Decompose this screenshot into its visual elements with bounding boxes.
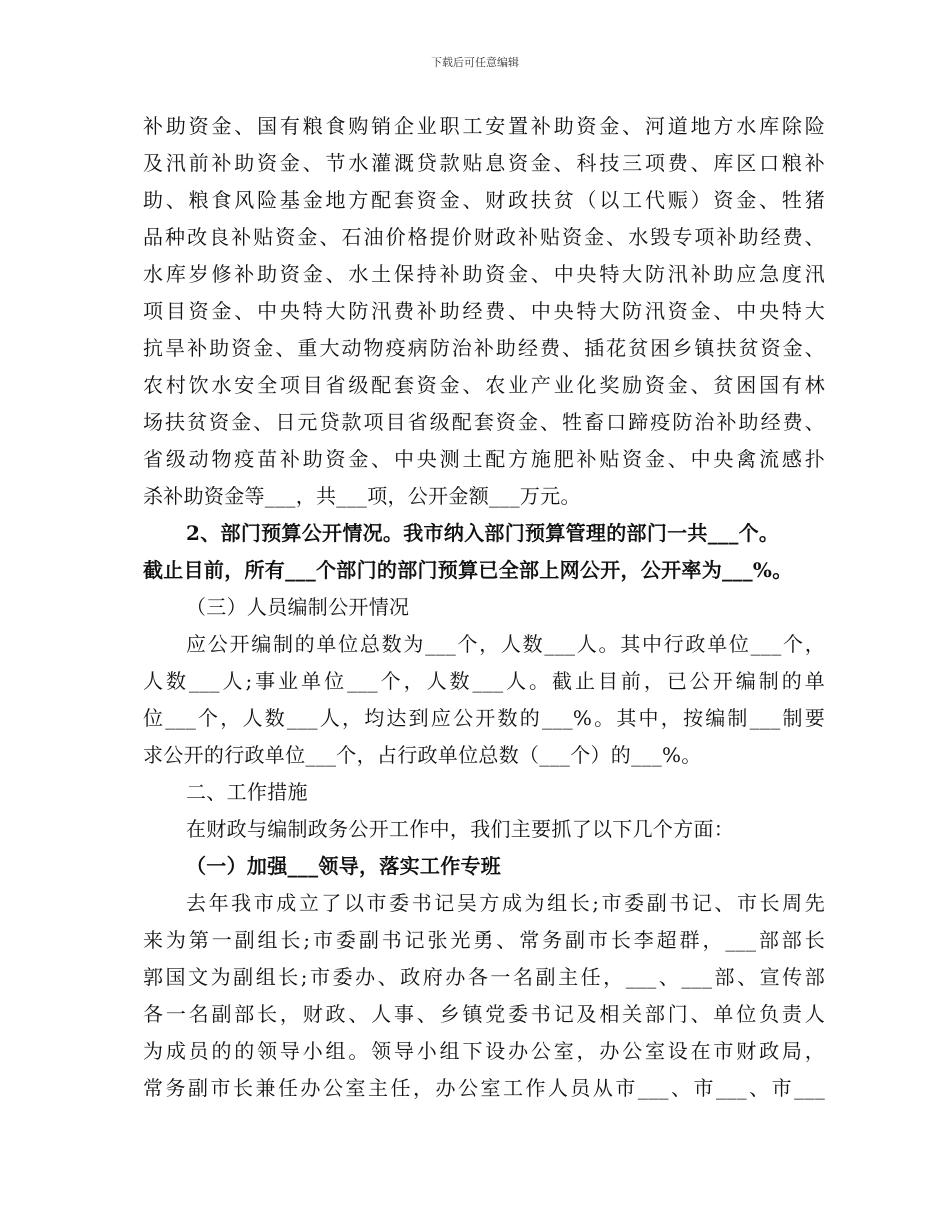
text-line: 为成员的的领导小组。领导小组下设办公室，办公室设在市财政局， [143,1039,825,1063]
document-body [143,108,825,1107]
text-line: 二、工作措施 [186,780,308,804]
text-line: 各一名副部长，财政、人事、乡镇党委书记及相关部门、单位负责人 [143,1002,825,1026]
text-line: 及汛前补助资金、节水灌溉贷款贴息资金、科技三项费、库区口粮补 [143,151,825,175]
text-line: 抗旱补助资金、重大动物疫病防治补助经费、插花贫困乡镇扶贫资金、 [143,336,825,360]
text-line: 应公开编制的单位总数为___个，人数___人。其中行政单位___个， [186,632,825,656]
text-line: 来为第一副组长;市委副书记张光勇、常务副市长李超群，___部部长 [143,928,825,952]
text-line: 场扶贫资金、日元贷款项目省级配套资金、牲畜口蹄疫防治补助经费、 [143,410,825,434]
text-line: 助、粮食风险基金地方配套资金、财政扶贫（以工代赈）资金、牲猪 [143,188,825,212]
page-header: 下载后可任意编辑 [431,56,519,69]
text-line: 品种改良补贴资金、石油价格提价财政补贴资金、水毁专项补助经费、 [143,225,825,249]
text-line: 在财政与编制政务公开工作中，我们主要抓了以下几个方面： [186,817,735,841]
text-line: 补助资金、国有粮食购销企业职工安置补助资金、河道地方水库除险 [143,114,825,138]
text-line: 农村饮水安全项目省级配套资金、农业产业化奖励资金、贫困国有林 [143,373,825,397]
text-line: 位___个，人数___人，均达到应公开数的___%。其中，按编制___制要 [143,706,825,730]
text-line: 杀补助资金等___，共___项，公开金额___万元。 [143,484,581,508]
text-line: 郭国文为副组长;市委办、政府办各一名副主任，___、___部、宣传部 [143,965,825,989]
text-line: 水库岁修补助资金、水土保持补助资金、中央特大防汛补助应急度汛 [143,262,825,286]
text-line: 常务副市长兼任办公室主任，办公室工作人员从市___、市___、市___ [143,1076,825,1100]
text-line: 省级动物疫苗补助资金、中央测土配方施肥补贴资金、中央禽流感扑 [143,447,825,471]
text-line: （一）加强___领导，落实工作专班 [186,854,502,878]
text-line: 人数___人;事业单位___个，人数___人。截止目前，已公开编制的单 [143,669,825,693]
text-line: 截止目前，所有___个部门的部门预算已全部上网公开，公开率为___%。 [143,558,793,582]
text-line: 求公开的行政单位___个，占行政单位总数（___个）的___%。 [143,743,702,767]
text-line: 项目资金、中央特大防汛费补助经费、中央特大防汛资金、中央特大 [143,299,825,323]
text-line: （三）人员编制公开情况 [186,595,410,619]
text-line: 去年我市成立了以市委书记吴方成为组长;市委副书记、市长周先 [186,891,825,915]
text-line: 2、部门预算公开情况。我市纳入部门预算管理的部门一共___个。 [186,521,780,545]
